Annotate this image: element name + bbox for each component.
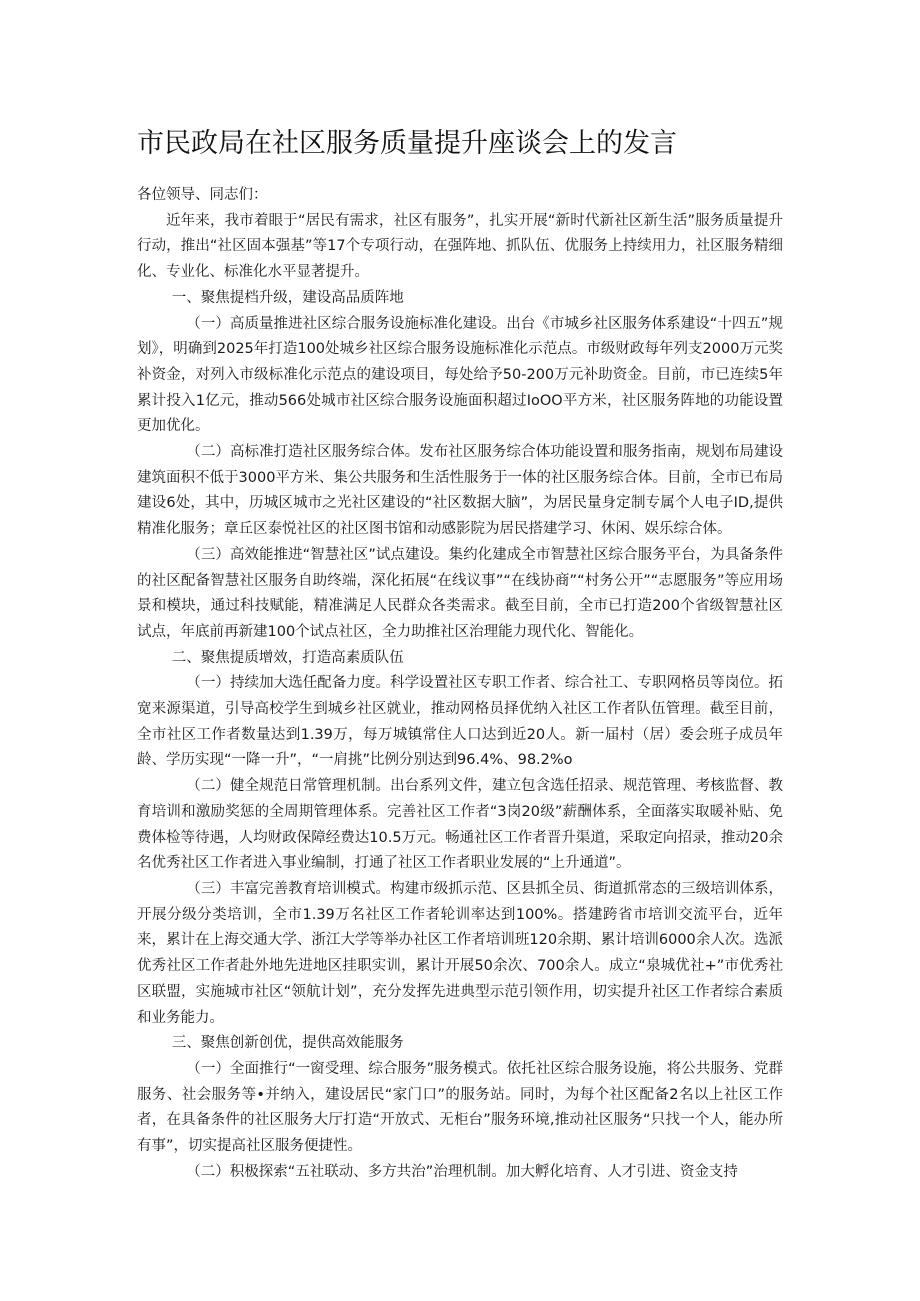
- section-heading-3: 三、聚焦创新创优，提供高效能服务: [171, 1035, 404, 1052]
- paragraph-2-2: （二）健全规范日常管理机制。出台系列文件，建立包含选任招录、规范管理、考核监督、教育培训和激励奖惩的全周期管理体系。完善社区工作者“3岗20级”薪酬体系，全面落实取暖补贴、免费体检等待遇，人均财政保障经费达10.5万元。畅通社区工作者晋升渠道，采取定向招录，推动20余名优秀社区工作者进入事业编制，打通了社区工作者职业发展的“上升通道”。: [137, 778, 783, 872]
- paragraph-2-3: （三）丰富完善教育培训模式。构建市级抓示范、区县抓全员、街道抓常态的三级培训体系，开展分级分类培训，全市1.39万名社区工作者轮训率达到100%。搭建跨省市培训交流平台，近年来，累计在上海交通大学、浙江大学等举办社区工作者培训班120余期、累计培训6000余人次。选派优秀社区工作者赴外地先进地区挂职实训，累计开展50余次、700余人。成立“泉城优社+”市优秀社区联盟，实施城市社区“领航计划”，充分发挥先进典型示范引领作用，切实提升社区工作者综合素质和业务能力。: [137, 880, 783, 1026]
- paragraph-1-3: （三）高效能推进“智慧社区”试点建设。集约化建成全市智慧社区综合服务平台，为具备条件的社区配备智慧社区服务自助终端，深化拓展“在线议事”“在线协商”“村务公开”“志愿服务”等应用场景和模块，通过科技赋能，精准满足人民群众各类需求。截至目前，全市已打造200个省级智慧社区试点，年底前再新建100个试点社区，全力助推社区治理能力现代化、智能化。: [137, 546, 783, 640]
- salutation: 各位领导、同志们：: [137, 187, 268, 203]
- paragraph-1-1: （一）高质量推进社区综合服务设施标准化建设。出台《市城乡社区服务体系建设“十四五”规划》，明确到2025年打造100处城乡社区综合服务设施标准化示范点。市级财政每年列支2000万元奖补资金，对列入市级标准化示范点的建设项目，每处给予50-200万元补助资金。目前，市已连续5年累计投入1亿元，推动566处城市社区综合服务设施面积超过IoOO平方米，社区服务阵地的功能设置更加优化。: [137, 315, 783, 435]
- paragraph-2-1: （一）持续加大选任配备力度。科学设置社区专职工作者、综合社工、专职网格员等岗位。拓宽来源渠道，引导高校学生到城乡社区就业，推动网格员择优纳入社区工作者队伍管理。截至目前，全市社区工作者数量达到1.39万，每万城镇常住人口达到近20人。新一届村（居）委会班子成员年龄、学历实现“一降一升”，“一肩挑”比例分别达到96.4%、98.2%o: [137, 675, 783, 769]
- paragraph-3-2: （二）积极探索“五社联动、多方共治”治理机制。加大孵化培育、人才引进、资金支持: [186, 1163, 738, 1180]
- section-heading-2: 二、聚焦提质增效，打造高素质队伍: [171, 649, 404, 666]
- document-body: [137, 183, 783, 1185]
- paragraph-1-2: （二）高标准打造社区服务综合体。发布社区服务综合体功能设置和服务指南，规划布局建设建筑面积不低于3000平方米、集公共服务和生活性服务于一体的社区服务综合体。目前，全市已布局建设6处，其中，历城区城市之光社区建设的“社区数据大脑”，为居民量身定制专属个人电子ID,提供精准化服务；章丘区泰悦社区的社区图书馆和动感影院为居民搭建学习、休闲、娱乐综合体。: [137, 444, 783, 538]
- intro-paragraph: 近年来，我市着眼于“居民有需求，社区有服务”，扎实开展“新时代新社区新生活”服务质量提升行动，推出“社区固本强基”等17个专项行动，在强阵地、抓队伍、优服务上持续用力，社区服务精细化、专业化、标准化水平显著提升。: [137, 212, 783, 281]
- document-title: 市民政局在社区服务质量提升座谈会上的发言: [137, 128, 677, 159]
- paragraph-3-1: （一）全面推行“一窗受理、综合服务”服务模式。依托社区综合服务设施，将公共服务、党群服务、社会服务等•并纳入，建设居民“家门口”的服务站。同时，为每个社区配备2名以上社区工作者，在具备条件的社区服务大厅打造“开放式、无柜台”服务环境,推动社区服务“只找一个人，能办所有事”，切实提高社区服务便捷性。: [137, 1060, 783, 1155]
- section-heading-1: 一、聚焦提档升级，建设高品质阵地: [171, 289, 404, 306]
